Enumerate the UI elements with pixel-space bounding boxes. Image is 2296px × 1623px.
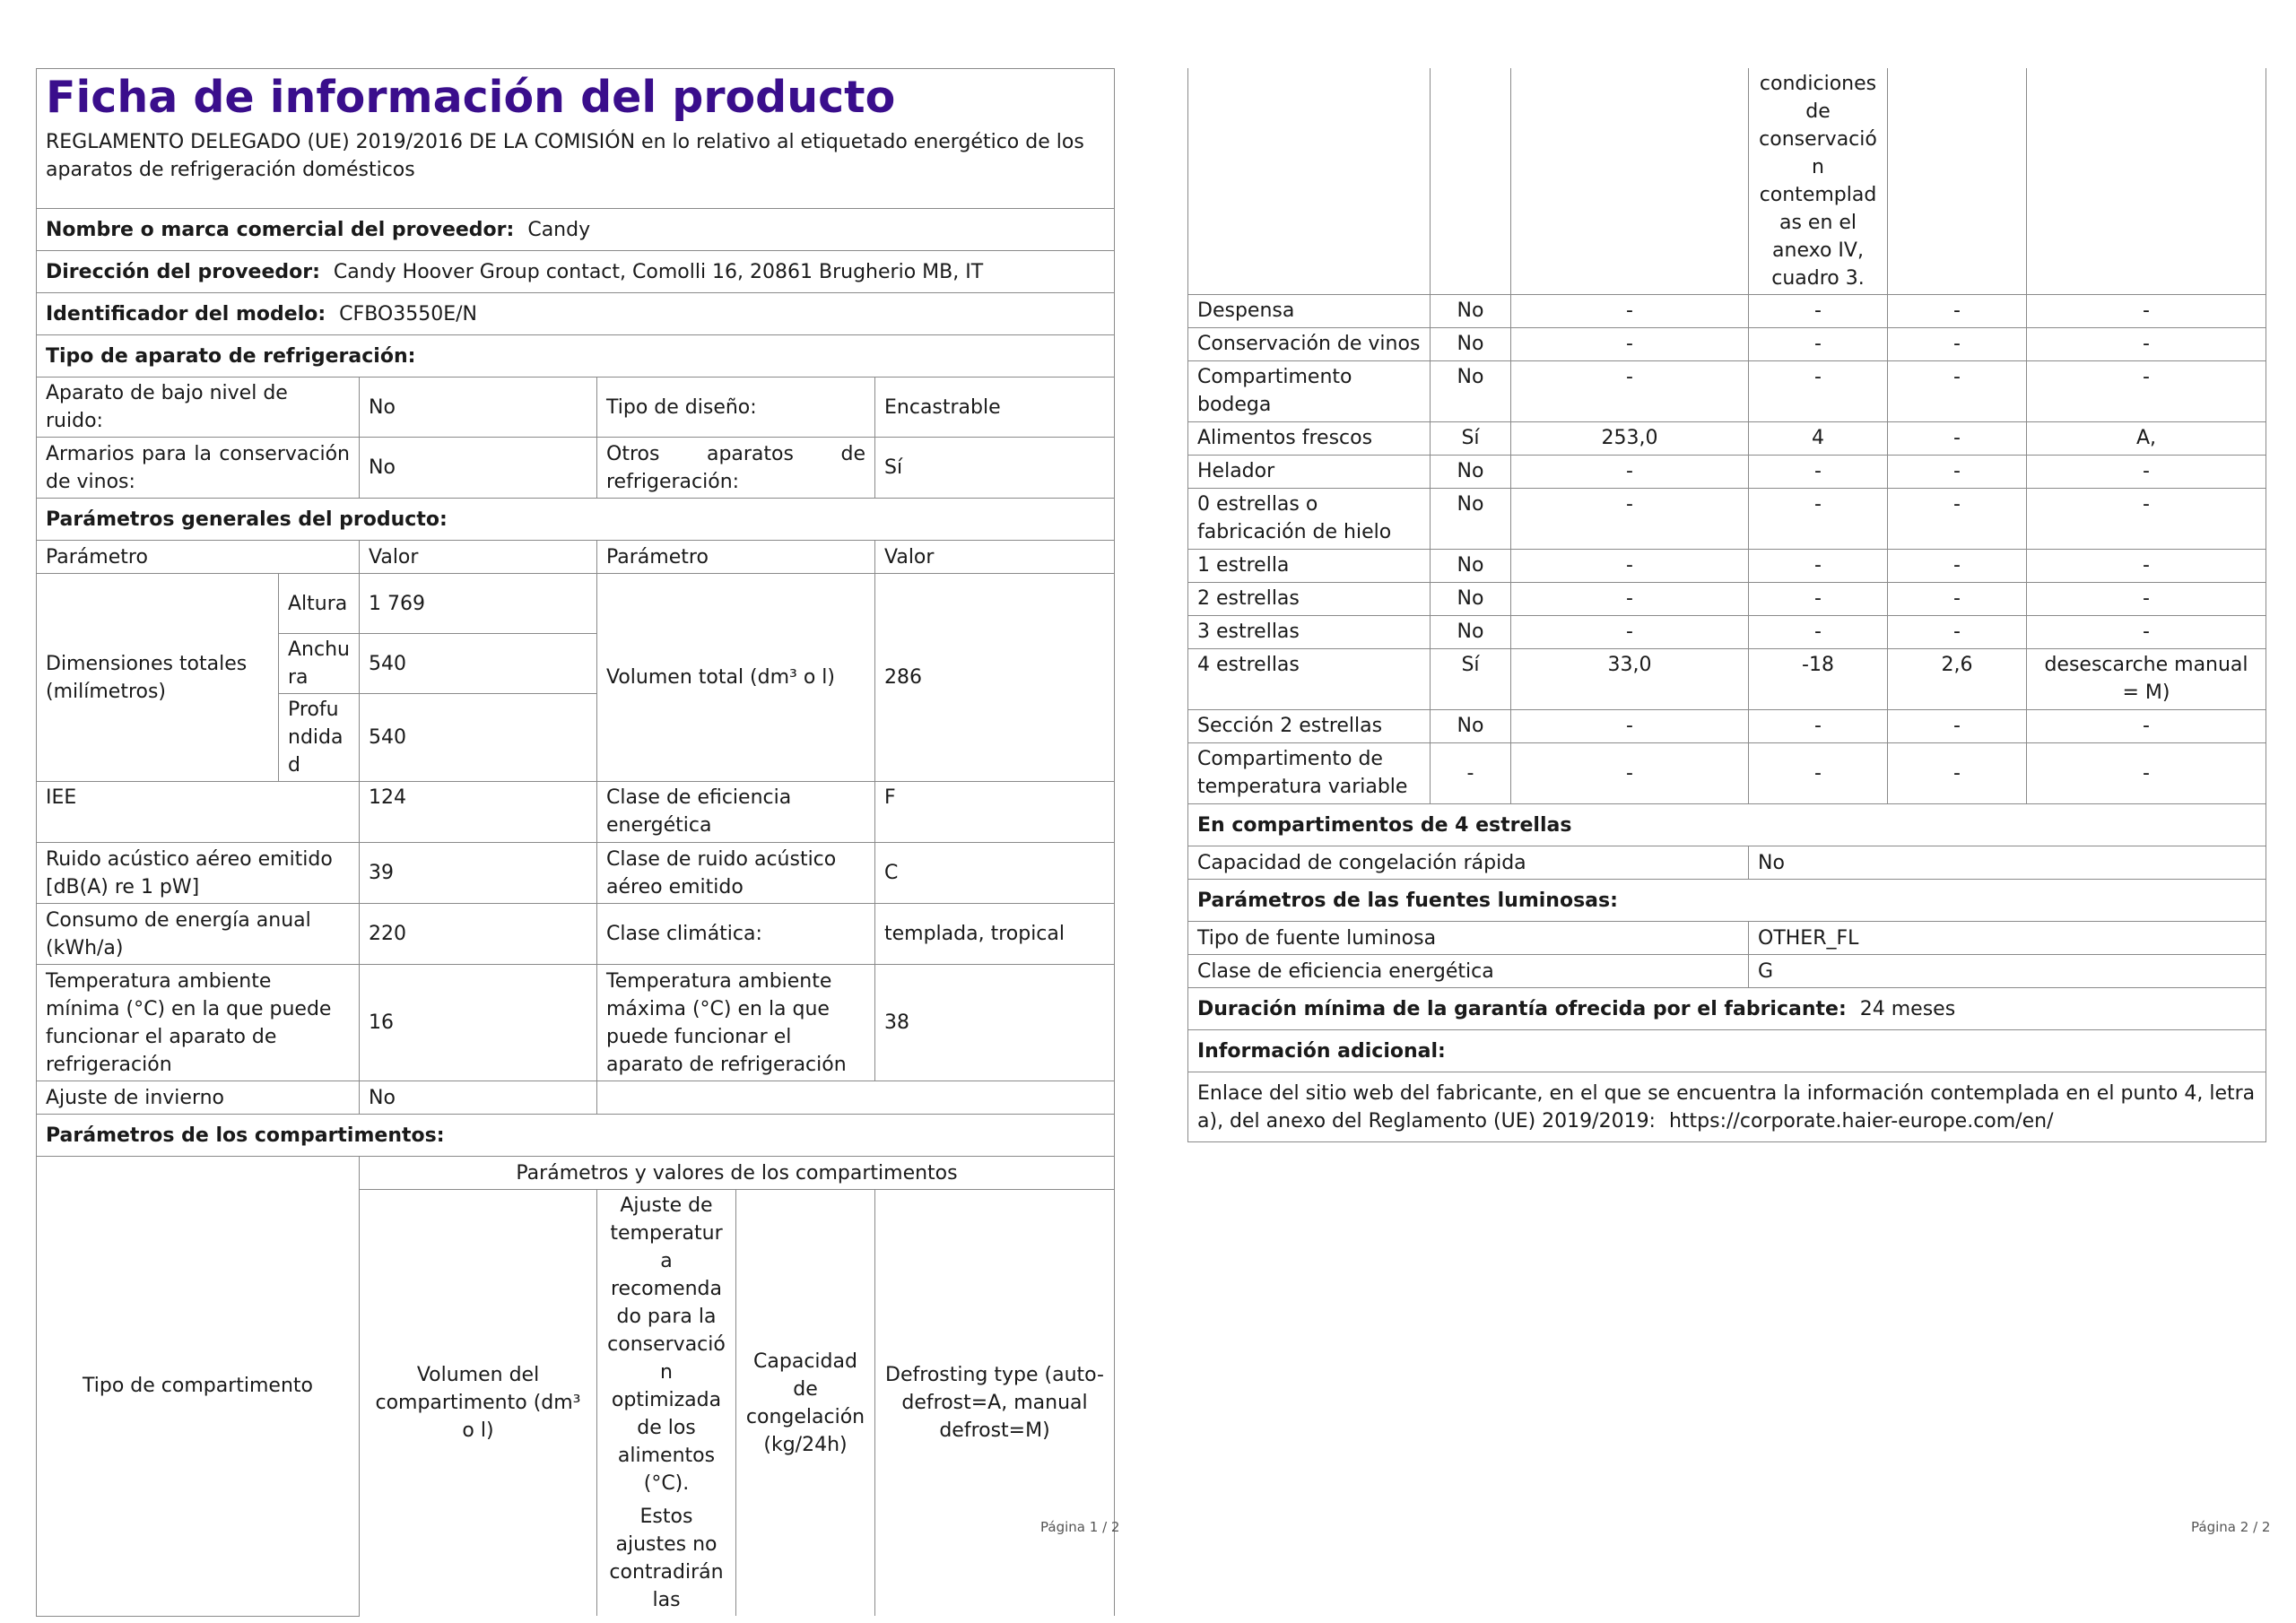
compartment-volume-cell: - (1511, 328, 1749, 361)
depth-label: Profundidad (279, 694, 360, 782)
compartment-freezing-cell: - (1888, 743, 2027, 804)
product-info-table-page1 (36, 68, 1115, 1617)
compartment-defrost-cell: - (2027, 616, 2266, 649)
compartment-row (1188, 616, 2266, 649)
compartment-defrost-cell: - (2027, 583, 2266, 616)
compartment-temp-cell: - (1749, 328, 1888, 361)
compartment-volume-cell: - (1511, 616, 1749, 649)
compartment-defrost-cell: - (2027, 710, 2266, 743)
dimensions-label: Dimensiones totales (milímetros) (37, 574, 279, 782)
compartment-volume-cell: - (1511, 295, 1749, 328)
compartment-temp-cell: - (1749, 583, 1888, 616)
page-one (36, 68, 1114, 1617)
additional-info-heading: Información adicional: (1188, 1030, 2266, 1072)
additional-info-row (1188, 1072, 2266, 1142)
total-volume-label: Volumen total (dm³ o l) (597, 574, 875, 782)
low-noise-label: Aparato de bajo nivel de ruido: (37, 378, 360, 438)
compartment-temp-cell: 4 (1749, 422, 1888, 456)
supplier-address-value: Candy Hoover Group contact, Comolli 16, 20861 Brugherio MB, IT (333, 260, 984, 283)
compartments-heading: Parámetros de los compartimentos: (37, 1115, 1115, 1157)
climate-class-label: Clase climática: (597, 904, 875, 965)
continued-empty-3 (1511, 68, 1749, 295)
compartment-present-cell: Sí (1431, 649, 1511, 710)
product-info-table-page2 (1187, 68, 2266, 1142)
total-volume-value: 286 (875, 574, 1115, 782)
compartment-freezing-cell: - (1888, 616, 2027, 649)
compartment-temp-cell: - (1749, 361, 1888, 422)
compartment-volume-cell: - (1511, 743, 1749, 804)
winter-setting-label: Ajuste de invierno (37, 1081, 360, 1115)
min-temp-value: 16 (360, 965, 597, 1081)
compartment-row (1188, 295, 2266, 328)
supplier-name-value: Candy (527, 218, 591, 241)
compartment-present-cell: No (1431, 710, 1511, 743)
compartment-temp-cell: - (1749, 550, 1888, 583)
page-two (1187, 68, 2266, 1142)
additional-info-text: Enlace del sitio web del fabricante, en el que se encuentra la información contemplada en el punto 4, letra a), del anexo del Reglamento (UE) 2019/2019: (1197, 1081, 2256, 1133)
supplier-name-row (37, 209, 1115, 251)
compartment-row (1188, 328, 2266, 361)
energy-class-value: F (875, 782, 1115, 843)
other-appliance-value: Sí (875, 438, 1115, 499)
compartment-row (1188, 649, 2266, 710)
energy-class-label: Clase de eficiencia energética (597, 782, 875, 843)
compartment-volume-cell: - (1511, 710, 1749, 743)
design-type-value: Encastrable (875, 378, 1115, 438)
compartment-volume-cell: - (1511, 361, 1749, 422)
compartment-type-cell: 1 estrella (1188, 550, 1431, 583)
wine-cabinet-label: Armarios para la conservación de vinos: (37, 438, 360, 499)
compartment-defrost-cell: - (2027, 550, 2266, 583)
noise-class-label: Clase de ruido acústico aéreo emitido (597, 843, 875, 904)
compartment-row (1188, 583, 2266, 616)
light-class-label: Clase de eficiencia energética (1188, 955, 1749, 988)
empty-cell (597, 1081, 1115, 1115)
compartment-present-cell: No (1431, 361, 1511, 422)
compartment-row (1188, 550, 2266, 583)
compartment-type-cell: 4 estrellas (1188, 649, 1431, 710)
compartment-defrost-cell: - (2027, 328, 2266, 361)
height-value: 1 769 (360, 574, 597, 634)
compartment-volume-cell: - (1511, 489, 1749, 550)
max-temp-label: Temperatura ambiente máxima (°C) en la que puede funcionar el aparato de refrigeración (597, 965, 875, 1081)
continued-empty-2 (1431, 68, 1511, 295)
compartment-defrost-cell: - (2027, 743, 2266, 804)
manufacturer-url: https://corporate.haier-europe.com/en/ (1668, 1109, 2054, 1133)
model-id-label: Identificador del modelo: (46, 302, 326, 325)
warranty-row (1188, 988, 2266, 1030)
compartment-temp-cell: - (1749, 710, 1888, 743)
climate-class-value: templada, tropical (875, 904, 1115, 965)
compartment-volume-cell: - (1511, 456, 1749, 489)
compartment-type-cell: Compartimento bodega (1188, 361, 1431, 422)
compartment-row (1188, 710, 2266, 743)
noise-label: Ruido acústico aéreo emitido [dB(A) re 1 pW] (37, 843, 360, 904)
supplier-address-label: Dirección del proveedor: (46, 260, 320, 283)
compartment-temp-cell: - (1749, 616, 1888, 649)
compartment-present-cell: No (1431, 550, 1511, 583)
col-compartment-type: Tipo de compartimento (37, 1157, 360, 1617)
depth-value: 540 (360, 694, 597, 782)
width-value: 540 (360, 634, 597, 694)
compartment-row (1188, 489, 2266, 550)
noise-value: 39 (360, 843, 597, 904)
fast-freeze-label: Capacidad de congelación rápida (1188, 846, 1749, 880)
compartment-present-cell: No (1431, 328, 1511, 361)
low-noise-value: No (360, 378, 597, 438)
col-value-2: Valor (875, 541, 1115, 574)
general-params-heading: Parámetros generales del producto: (37, 499, 1115, 541)
compartment-params-group-header: Parámetros y valores de los compartimentos (360, 1157, 1115, 1190)
energy-consumption-value: 220 (360, 904, 597, 965)
regulation-text: REGLAMENTO DELEGADO (UE) 2019/2016 DE LA COMISIÓN en lo relativo al etiquetado energético de los aparatos de refrigeración domésticos (46, 131, 1084, 181)
compartment-freezing-cell: - (1888, 489, 2027, 550)
other-appliance-label: Otros aparatos de refrigeración: (597, 438, 875, 499)
compartment-type-cell: 3 estrellas (1188, 616, 1431, 649)
col-param-2: Parámetro (597, 541, 875, 574)
page-number-2: Página 2 / 2 (2191, 1519, 2271, 1535)
recommended-temp-text-2: Estos ajustes no contradirán las (609, 1506, 724, 1611)
compartment-volume-cell: - (1511, 583, 1749, 616)
eei-value: 124 (360, 782, 597, 843)
header-cell (37, 69, 1115, 209)
recommended-temp-continued: condiciones de conservación contempladas en el anexo IV, cuadro 3. (1749, 68, 1888, 295)
light-source-heading: Parámetros de las fuentes luminosas: (1188, 880, 2266, 922)
compartment-type-cell: 0 estrellas o fabricación de hielo (1188, 489, 1431, 550)
compartment-type-cell: Alimentos frescos (1188, 422, 1431, 456)
compartment-freezing-cell: - (1888, 295, 2027, 328)
compartment-volume-cell: 253,0 (1511, 422, 1749, 456)
compartment-freezing-cell: 2,6 (1888, 649, 2027, 710)
compartment-type-cell: Sección 2 estrellas (1188, 710, 1431, 743)
width-label: Anchura (279, 634, 360, 694)
compartment-temp-cell: - (1749, 743, 1888, 804)
compartment-defrost-cell: - (2027, 456, 2266, 489)
compartment-present-cell: No (1431, 295, 1511, 328)
compartment-type-cell: Conservación de vinos (1188, 328, 1431, 361)
compartment-freezing-cell: - (1888, 361, 2027, 422)
model-id-row (37, 293, 1115, 335)
compartment-present-cell: No (1431, 489, 1511, 550)
design-type-label: Tipo de diseño: (597, 378, 875, 438)
compartment-defrost-cell: A, (2027, 422, 2266, 456)
compartment-type-cell: Helador (1188, 456, 1431, 489)
continued-empty-6 (2027, 68, 2266, 295)
supplier-name-label: Nombre o marca comercial del proveedor: (46, 218, 515, 241)
compartment-volume-cell: - (1511, 550, 1749, 583)
col-value-1: Valor (360, 541, 597, 574)
col-param-1: Parámetro (37, 541, 360, 574)
compartment-present-cell: - (1431, 743, 1511, 804)
compartment-present-cell: No (1431, 616, 1511, 649)
compartment-type-cell: Despensa (1188, 295, 1431, 328)
compartment-freezing-cell: - (1888, 456, 2027, 489)
compartment-defrost-cell: - (2027, 361, 2266, 422)
warranty-value: 24 meses (1859, 997, 1956, 1020)
compartment-row (1188, 422, 2266, 456)
max-temp-value: 38 (875, 965, 1115, 1081)
compartment-freezing-cell: - (1888, 422, 2027, 456)
compartment-rows (1188, 295, 2266, 804)
compartment-freezing-cell: - (1888, 710, 2027, 743)
compartment-row (1188, 361, 2266, 422)
height-label: Altura (279, 574, 360, 634)
appliance-type-heading: Tipo de aparato de refrigeración: (37, 335, 1115, 378)
col-freezing-capacity: Capacidad de congelación (kg/24h) (736, 1190, 875, 1617)
winter-setting-value: No (360, 1081, 597, 1115)
energy-consumption-label: Consumo de energía anual (kWh/a) (37, 904, 360, 965)
page-title: Ficha de información del producto (46, 72, 896, 123)
model-id-value: CFBO3550E/N (339, 302, 477, 325)
light-class-value: G (1749, 955, 2266, 988)
compartment-volume-cell: 33,0 (1511, 649, 1749, 710)
compartment-temp-cell: - (1749, 489, 1888, 550)
compartment-present-cell: No (1431, 456, 1511, 489)
compartment-type-cell: Compartimento de temperatura variable (1188, 743, 1431, 804)
compartment-freezing-cell: - (1888, 328, 2027, 361)
recommended-temp-text-1: Ajuste de temperatura recomendado para la conservación optimizada de los alimentos (°C). (607, 1194, 726, 1495)
compartment-defrost-cell: - (2027, 489, 2266, 550)
noise-class-value: C (875, 843, 1115, 904)
supplier-address-row (37, 251, 1115, 293)
light-type-value: OTHER_FL (1749, 922, 2266, 955)
min-temp-label: Temperatura ambiente mínima (°C) en la que puede funcionar el aparato de refrigeración (37, 965, 360, 1081)
compartment-freezing-cell: - (1888, 550, 2027, 583)
continued-empty-1 (1188, 68, 1431, 295)
col-recommended-temp (597, 1190, 736, 1617)
page-number-1: Página 1 / 2 (1040, 1519, 1120, 1535)
wine-cabinet-value: No (360, 438, 597, 499)
compartment-row (1188, 743, 2266, 804)
compartment-defrost-cell: desescarche manual = M) (2027, 649, 2266, 710)
col-defrost-type: Defrosting type (auto-defrost=A, manual defrost=M) (875, 1190, 1115, 1617)
warranty-label: Duración mínima de la garantía ofrecida por el fabricante: (1197, 997, 1847, 1020)
compartment-temp-cell: -18 (1749, 649, 1888, 710)
col-compartment-volume: Volumen del compartimento (dm³ o l) (360, 1190, 597, 1617)
fast-freeze-value: No (1749, 846, 2266, 880)
compartment-type-cell: 2 estrellas (1188, 583, 1431, 616)
compartment-temp-cell: - (1749, 456, 1888, 489)
continued-empty-5 (1888, 68, 2027, 295)
compartment-present-cell: Sí (1431, 422, 1511, 456)
light-type-label: Tipo de fuente luminosa (1188, 922, 1749, 955)
four-star-heading: En compartimentos de 4 estrellas (1188, 804, 2266, 846)
compartment-defrost-cell: - (2027, 295, 2266, 328)
compartment-temp-cell: - (1749, 295, 1888, 328)
eei-label: IEE (37, 782, 360, 843)
compartment-row (1188, 456, 2266, 489)
compartment-present-cell: No (1431, 583, 1511, 616)
compartment-freezing-cell: - (1888, 583, 2027, 616)
